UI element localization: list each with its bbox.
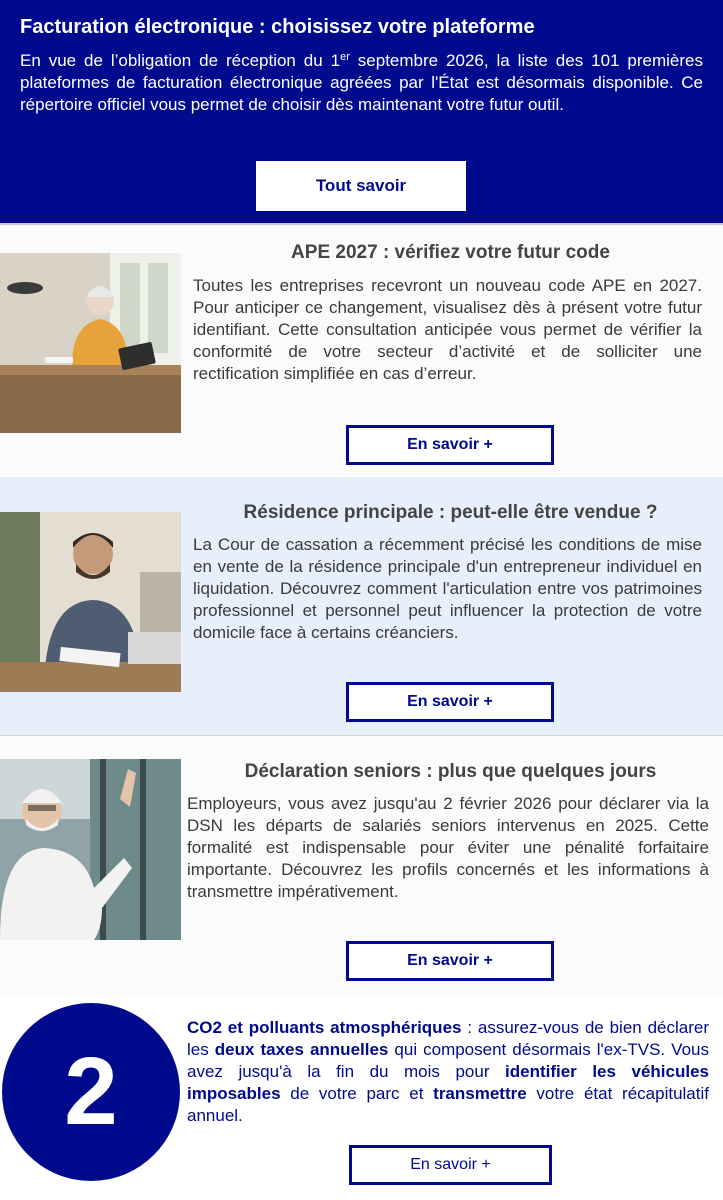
article-title: Résidence principale : peut-elle être vendue ? (243, 502, 658, 523)
article-ape (0, 223, 723, 477)
article-text: La Cour de cassation a récemment précisé les conditions de mise en vente de la résidence principale d'un entrepreneur individuel en liquidation. Découvrez comment l'articulation entre vos patrimoines professionnel et personnel peut influencer la protection de votre domicile face à certains créanciers. (193, 535, 702, 642)
en-savoir-plus-button[interactable]: En savoir + (346, 682, 554, 722)
co2-bold: identifier les véhicules imposables (187, 1062, 709, 1103)
article-seniors (0, 735, 723, 997)
en-savoir-plus-button[interactable]: En savoir + (349, 1145, 552, 1185)
article-text: Toutes les entreprises recevront un nouveau code APE en 2027. Pour anticiper ce changement, visualisez dès à présent votre futur identifiant. Cette consultation anticipée vous permet de vérifier la conformité de votre secteur d’activité et de solliciter une rectification simplifiée en cas d’erreur. (193, 276, 702, 383)
article-residence (0, 477, 723, 735)
hero-banner (0, 0, 723, 223)
co2-text (187, 1017, 709, 1127)
en-savoir-plus-button[interactable]: En savoir + (346, 425, 554, 465)
hero-text-sup: er (340, 51, 350, 63)
tout-savoir-button[interactable]: Tout savoir (256, 161, 466, 211)
hero-title: Facturation électronique : choisissez votre plateforme (20, 16, 535, 38)
hero-text-part: septembre 2026, la liste des 101 premières plateformes de facturation électronique agréées par l'État est désormais disponible. Ce répertoire officiel vous permet de choisir dès maintenant votre futur outil. (20, 51, 703, 114)
number-badge: 2 (2, 1003, 180, 1181)
article-image-woman-laptop[interactable] (0, 253, 181, 433)
article-image-senior-window[interactable] (0, 759, 181, 940)
co2-bold: CO2 et polluants atmosphériques (187, 1018, 462, 1037)
hero-text-part: En vue de l’obligation de réception du 1 (20, 51, 341, 70)
article-image-man-writing[interactable] (0, 512, 181, 692)
co2-part: qui composent désormais l'ex-TVS. Vous avez jusqu'à la fin du mois pour (187, 1040, 709, 1081)
co2-part: : assurez-vous de bien déclarer les (187, 1018, 710, 1059)
article-text: Employeurs, vous avez jusqu'au 2 février 2026 pour déclarer via la DSN les départs de salariés seniors intervenus en 2025. Cette formalité est indispensable pour éviter une pénalité forfaitaire importante. Découvrez les profils concernés et les informations à transmettre impérativement. (187, 794, 709, 901)
hero-text (20, 50, 703, 116)
co2-bold: transmettre (433, 1084, 527, 1103)
article-title: Déclaration seniors : plus que quelques jours (244, 761, 657, 782)
co2-part: votre état récapitulatif annuel. (187, 1084, 709, 1125)
en-savoir-plus-button[interactable]: En savoir + (346, 941, 554, 981)
article-title: APE 2027 : vérifiez votre futur code (291, 242, 610, 263)
co2-bold: deux taxes annuelles (214, 1040, 389, 1059)
co2-part: de votre parc et (280, 1084, 434, 1103)
article-co2 (0, 997, 723, 1200)
